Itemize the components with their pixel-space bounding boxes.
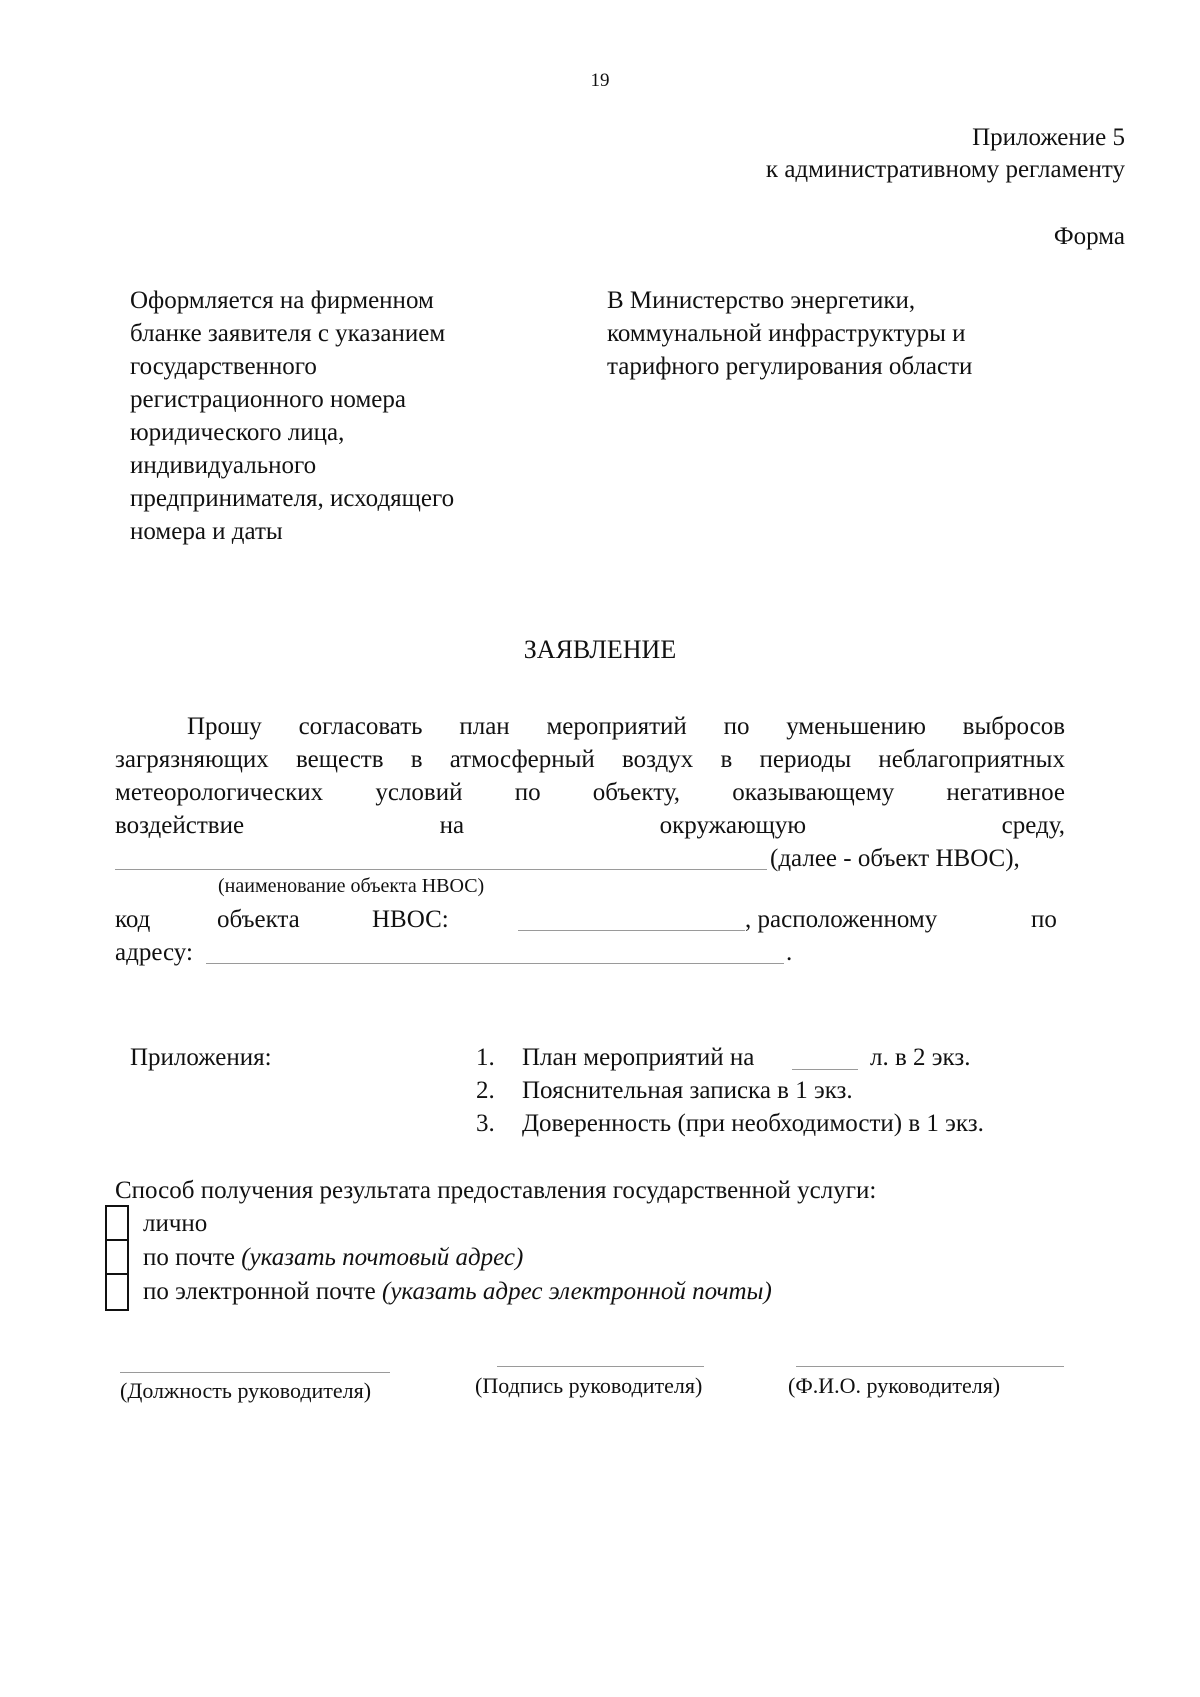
word: по — [514, 779, 541, 806]
letterhead-line: юридического лица, — [130, 419, 345, 446]
form-label: Форма — [1053, 223, 1125, 250]
attachment-item — [476, 1107, 984, 1140]
word: объекту, — [592, 779, 681, 806]
delivery-option-label: по почте — [143, 1244, 235, 1271]
attachment-item — [476, 1074, 853, 1107]
attachment-number: 1. — [476, 1044, 495, 1071]
object-code-field[interactable] — [518, 930, 745, 931]
word: оказывающему — [732, 779, 895, 806]
document-title: ЗАЯВЛЕНИЕ — [523, 635, 677, 664]
word: на — [439, 812, 465, 839]
letterhead-note — [130, 284, 454, 548]
signature-caption: (Подпись руководителя) — [475, 1373, 703, 1398]
delivery-option-hint: (указать адрес электронной почты) — [382, 1278, 772, 1305]
attachments-label: Приложения: — [130, 1044, 272, 1071]
code-word: НВОС: — [372, 906, 449, 933]
page-number: 19 — [590, 70, 610, 91]
address-field[interactable] — [206, 963, 784, 964]
body-line-2 — [115, 743, 1065, 776]
word: неблагоприятных — [878, 746, 1065, 773]
word: согласовать — [298, 713, 423, 740]
position-signature-line[interactable] — [120, 1372, 390, 1373]
word: веществ — [295, 746, 384, 773]
code-word: объекта — [217, 906, 300, 933]
word: периоды — [759, 746, 852, 773]
addressee-block — [607, 284, 972, 383]
word: план — [459, 713, 510, 740]
name-caption: (Ф.И.О. руководителя) — [788, 1373, 1001, 1398]
word: в — [720, 746, 733, 773]
attachment-text: Пояснительная записка в 1 экз. — [522, 1077, 853, 1104]
body-line-4 — [115, 809, 1065, 842]
delivery-checkbox-in-person[interactable] — [105, 1205, 129, 1241]
object-name-field[interactable] — [115, 869, 767, 870]
letterhead-line: Оформляется на фирменном — [130, 287, 434, 314]
delivery-heading: Способ получения результата предоставления государственной услуги: — [115, 1177, 877, 1204]
word: атмосферный — [449, 746, 595, 773]
position-caption: (Должность руководителя) — [120, 1378, 372, 1403]
address-label: адресу: — [115, 939, 193, 966]
attachment-number: 2. — [476, 1077, 495, 1104]
delivery-checkbox-mail[interactable] — [105, 1239, 129, 1275]
word: Прошу — [187, 713, 262, 740]
delivery-option — [143, 1275, 772, 1308]
attachment-text: Доверенность (при необходимости) в 1 экз. — [522, 1110, 984, 1137]
delivery-option-label: лично — [143, 1210, 208, 1237]
addressee-line: В Министерство энергетики, — [607, 287, 916, 314]
letterhead-line: бланке заявителя с указанием — [130, 320, 446, 347]
word: выбросов — [962, 713, 1065, 740]
attachment-item — [476, 1041, 754, 1074]
body-line-1 — [187, 710, 1065, 743]
word: условий — [375, 779, 463, 806]
object-name-caption: (наименование объекта НВОС) — [218, 875, 485, 897]
word: метеорологических — [115, 779, 324, 806]
word: по — [723, 713, 750, 740]
delivery-option — [143, 1207, 207, 1240]
code-word: код — [115, 906, 151, 933]
addressee-line: тарифного регулирования области — [607, 353, 973, 380]
pages-count-field[interactable] — [792, 1069, 858, 1070]
word: негативное — [946, 779, 1065, 806]
signature-line[interactable] — [497, 1366, 704, 1367]
delivery-option — [143, 1241, 523, 1274]
delivery-option-hint: (указать почтовый адрес) — [241, 1244, 524, 1271]
address-end: . — [786, 939, 793, 966]
code-tail: по — [1031, 906, 1057, 933]
regulation-label: к административному регламенту — [765, 156, 1125, 183]
attachment-number: 3. — [476, 1110, 495, 1137]
word: уменьшению — [786, 713, 926, 740]
word: среду, — [1001, 812, 1065, 839]
letterhead-line: государственного — [130, 353, 317, 380]
code-suffix: , расположенному — [745, 906, 938, 933]
body-line-3 — [115, 776, 1065, 809]
appendix-label: Приложение 5 — [972, 124, 1125, 151]
word: загрязняющих — [115, 746, 269, 773]
word: в — [410, 746, 423, 773]
object-suffix: (далее - объект НВОС), — [770, 845, 1020, 872]
word: воздействие — [115, 812, 245, 839]
attachment-text: План мероприятий на — [522, 1044, 755, 1071]
letterhead-line: предпринимателя, исходящего — [130, 485, 455, 512]
word: окружающую — [659, 812, 807, 839]
delivery-option-label: по электронной почте — [143, 1278, 376, 1305]
word: мероприятий — [546, 713, 687, 740]
letterhead-line: номера и даты — [130, 518, 283, 545]
name-signature-line[interactable] — [796, 1366, 1064, 1367]
letterhead-line: регистрационного номера — [130, 386, 406, 413]
letterhead-line: индивидуального — [130, 452, 317, 479]
word: воздух — [622, 746, 694, 773]
delivery-checkbox-email[interactable] — [105, 1273, 129, 1311]
addressee-line: коммунальной инфраструктуры и — [607, 320, 966, 347]
attachment-text-after: л. в 2 экз. — [870, 1044, 971, 1071]
